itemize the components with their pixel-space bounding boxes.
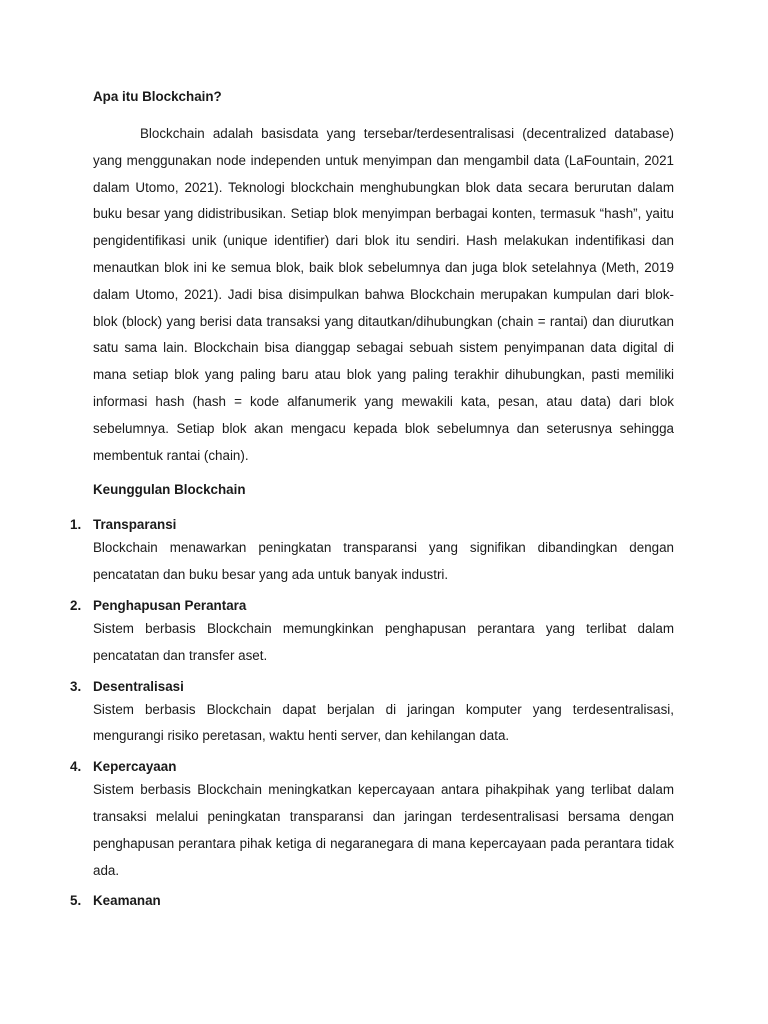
list-item-description: Sistem berbasis Blockchain dapat berjalan di jaringan komputer yang terdesentralisasi, mengurangi risiko peretasan, waktu henti server, dan kehilangan data. bbox=[93, 701, 674, 744]
document-body bbox=[70, 86, 674, 917]
section-heading-advantages: Keunggulan Blockchain bbox=[93, 482, 246, 498]
list-item-description: Sistem berbasis Blockchain meningkatkan kepercayaan antara pihakpihak yang terlibat dalam transaksi melalui peningkatan transparansi dan jaringan terdesentralisasi bersama dengan penghapusan perantara pihak ketiga di negaranegara di mana kepercayaan pada perantara tidak ada. bbox=[93, 782, 674, 878]
list-number: 1. bbox=[70, 517, 82, 533]
list-item-title: Desentralisasi bbox=[93, 678, 184, 694]
section-heading-intro: Apa itu Blockchain? bbox=[93, 89, 222, 104]
list-item-title: Kepercayaan bbox=[93, 759, 177, 775]
list-item-description: Blockchain menawarkan peningkatan transparansi yang signifikan dibandingkan dengan pencatatan dan buku besar yang ada untuk banyak industri. bbox=[93, 540, 674, 583]
list-item-title: Transparansi bbox=[93, 517, 177, 533]
advantages-list bbox=[70, 514, 674, 911]
list-item-title: Penghapusan Perantara bbox=[93, 597, 247, 613]
list-item bbox=[70, 890, 674, 911]
list-number: 5. bbox=[70, 893, 82, 909]
list-item bbox=[70, 676, 674, 751]
list-item bbox=[70, 756, 674, 884]
list-item-description: Sistem berbasis Blockchain memungkinkan penghapusan perantara yang terlibat dalam pencatatan dan transfer aset. bbox=[93, 620, 674, 663]
list-item bbox=[70, 595, 674, 670]
list-item-title: Keamanan bbox=[93, 893, 161, 909]
intro-paragraph: Blockchain adalah basisdata yang tersebar/terdesentralisasi (decentralized database) yang menggunakan node independen untuk menyimpan dan mengambil data (LaFountain, 2021 dalam Utomo, 2021). Teknologi blockchain menghubungkan blok data secara berurutan dalam buku besar yang didistribusikan. Setiap blok menyimpan berbagai konten, termasuk “hash”, yaitu pengidentifikasi unik (unique identifier) dari blok itu sendiri. Hash melakukan indentifikasi dan menautkan blok ini ke semua blok, baik blok sebelumnya dan juga blok setelahnya (Meth, 2019 dalam Utomo, 2021). Jadi bisa disimpulkan bahwa Blockchain merupakan kumpulan dari blok-blok (block) yang berisi data transaksi yang ditautkan/dihubungkan (chain = rantai) dan diurutkan satu sama lain. Blockchain bisa dianggap sebagai sebuah sistem penyimpanan data digital di mana setiap blok yang paling baru atau blok yang paling terakhir dihubungkan, pasti memiliki informasi hash (hash = kode alfanumerik yang mewakili kata, pesan, atau data) dari blok sebelumnya. Setiap blok akan mengacu kepada blok sebelumnya dan seterusnya sehingga membentuk rantai (chain). bbox=[93, 126, 674, 463]
list-item bbox=[70, 514, 674, 589]
list-number: 4. bbox=[70, 759, 82, 775]
list-number: 2. bbox=[70, 597, 82, 613]
list-number: 3. bbox=[70, 678, 82, 694]
